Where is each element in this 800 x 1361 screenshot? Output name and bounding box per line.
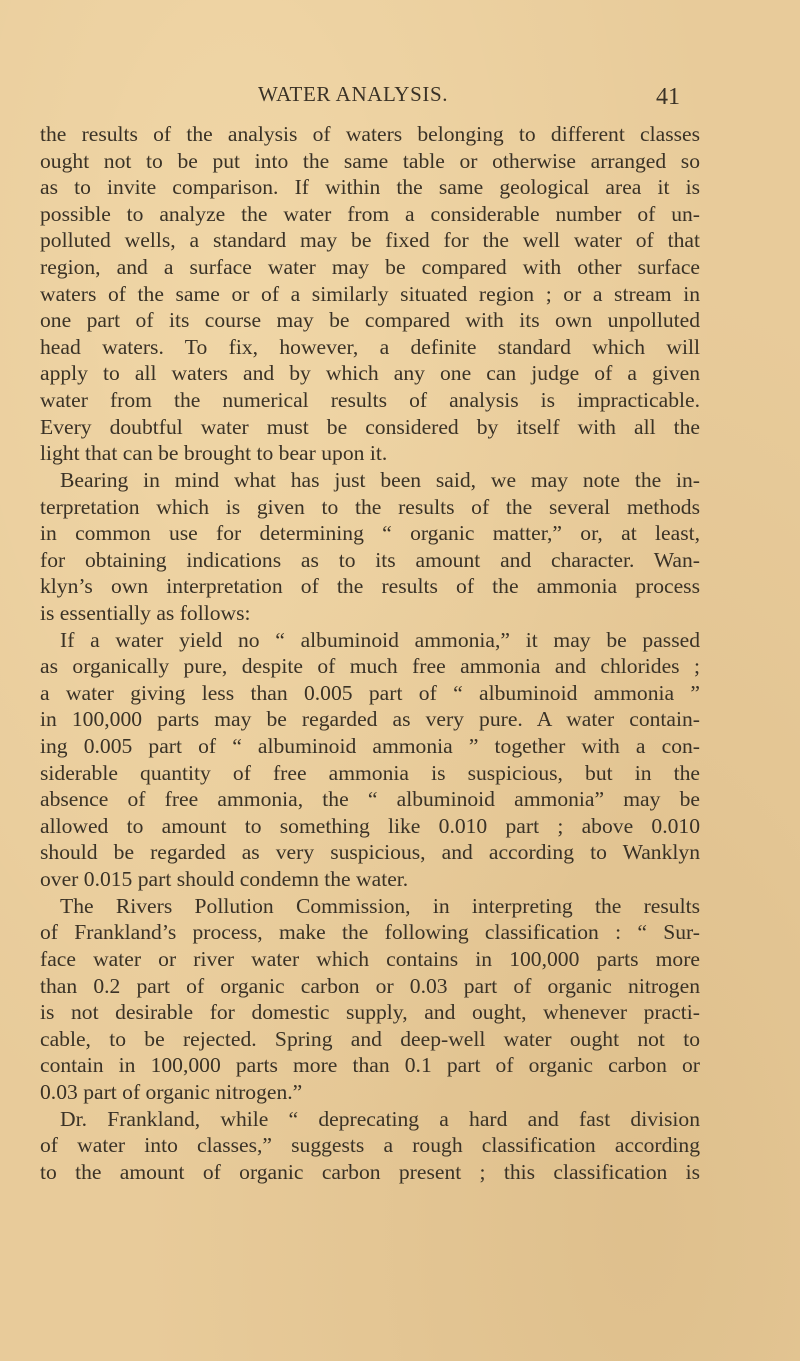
text-line: absence of free ammonia, the “ albuminoid ammonia” may be (40, 787, 700, 812)
text-line: Dr. Frankland, while “ deprecating a hard and fast division (60, 1106, 700, 1131)
text-line: region, and a surface water may be compared with other surface (40, 255, 700, 280)
text-line: apply to all waters and by which any one can judge of a given (40, 361, 700, 386)
text-line: a water giving less than 0.005 part of “ albuminoid ammonia ” (40, 680, 700, 705)
text-line: The Rivers Pollution Commission, in interpreting the results (60, 893, 700, 918)
text-line: klyn’s own interpretation of the results of the ammonia process (40, 574, 700, 599)
text-line: cable, to be rejected. Spring and deep-well water ought not to (40, 1026, 700, 1051)
text-line: for obtaining indications as to its amount and character. Wan- (40, 547, 700, 572)
text-line: possible to analyze the water from a considerable number of un- (40, 201, 700, 226)
text-line: one part of its course may be compared with its own unpolluted (40, 308, 700, 333)
text-line: face water or river water which contains in 100,000 parts more (40, 946, 700, 971)
text-line: If a water yield no “ albuminoid ammonia,” it may be passed (60, 627, 700, 652)
text-line: is not desirable for domestic supply, and ought, whenever practi- (40, 1000, 700, 1025)
text-line: to the amount of organic carbon present ; this classification is (40, 1159, 700, 1184)
text-line: should be regarded as very suspicious, and according to Wanklyn (40, 840, 700, 865)
running-head (0, 82, 800, 112)
text-line: siderable quantity of free ammonia is suspicious, but in the (40, 760, 700, 785)
text-line: over 0.015 part should condemn the water. (40, 867, 409, 892)
text-line: of Frankland’s process, make the following classification : “ Sur- (40, 920, 700, 945)
text-line: the results of the analysis of waters belonging to different classes (40, 122, 700, 146)
text-line: is essentially as follows: (40, 600, 251, 625)
text-line: as organically pure, despite of much free ammonia and chlorides ; (40, 654, 700, 679)
text-line: of water into classes,” suggests a rough classification according (40, 1133, 700, 1158)
text-line: 0.03 part of organic nitrogen.” (40, 1079, 303, 1104)
text-line: polluted wells, a standard may be fixed for the well water of that (40, 228, 700, 253)
text-line: head waters. To fix, however, a definite standard which will (40, 334, 700, 359)
text-line: water from the numerical results of analysis is impracticable. (40, 388, 700, 413)
running-title: WATER ANALYSIS. (258, 82, 449, 106)
text-line: Bearing in mind what has just been said, we may note the in- (60, 467, 700, 492)
text-line: terpretation which is given to the results of the several methods (40, 494, 700, 519)
text-line: as to invite comparison. If within the same geological area it is (40, 175, 700, 200)
text-line: ought not to be put into the same table or otherwise arranged so (40, 148, 700, 173)
text-line: light that can be brought to bear upon it. (40, 441, 388, 466)
text-line: in common use for determining “ organic matter,” or, at least, (40, 521, 700, 546)
body-text (40, 121, 700, 1185)
page-number: 41 (656, 84, 680, 110)
text-line: ing 0.005 part of “ albuminoid ammonia ” together with a con- (40, 734, 700, 759)
text-line: Every doubtful water must be considered by itself with all the (40, 414, 700, 439)
text-line: in 100,000 parts may be regarded as very pure. A water contain- (40, 707, 700, 732)
text-line: contain in 100,000 parts more than 0.1 part of organic carbon or (40, 1053, 700, 1078)
text-line: allowed to amount to something like 0.010 part ; above 0.010 (40, 813, 700, 838)
text-line: than 0.2 part of organic carbon or 0.03 part of organic nitrogen (40, 973, 700, 998)
text-line: waters of the same or of a similarly situated region ; or a stream in (40, 281, 700, 306)
